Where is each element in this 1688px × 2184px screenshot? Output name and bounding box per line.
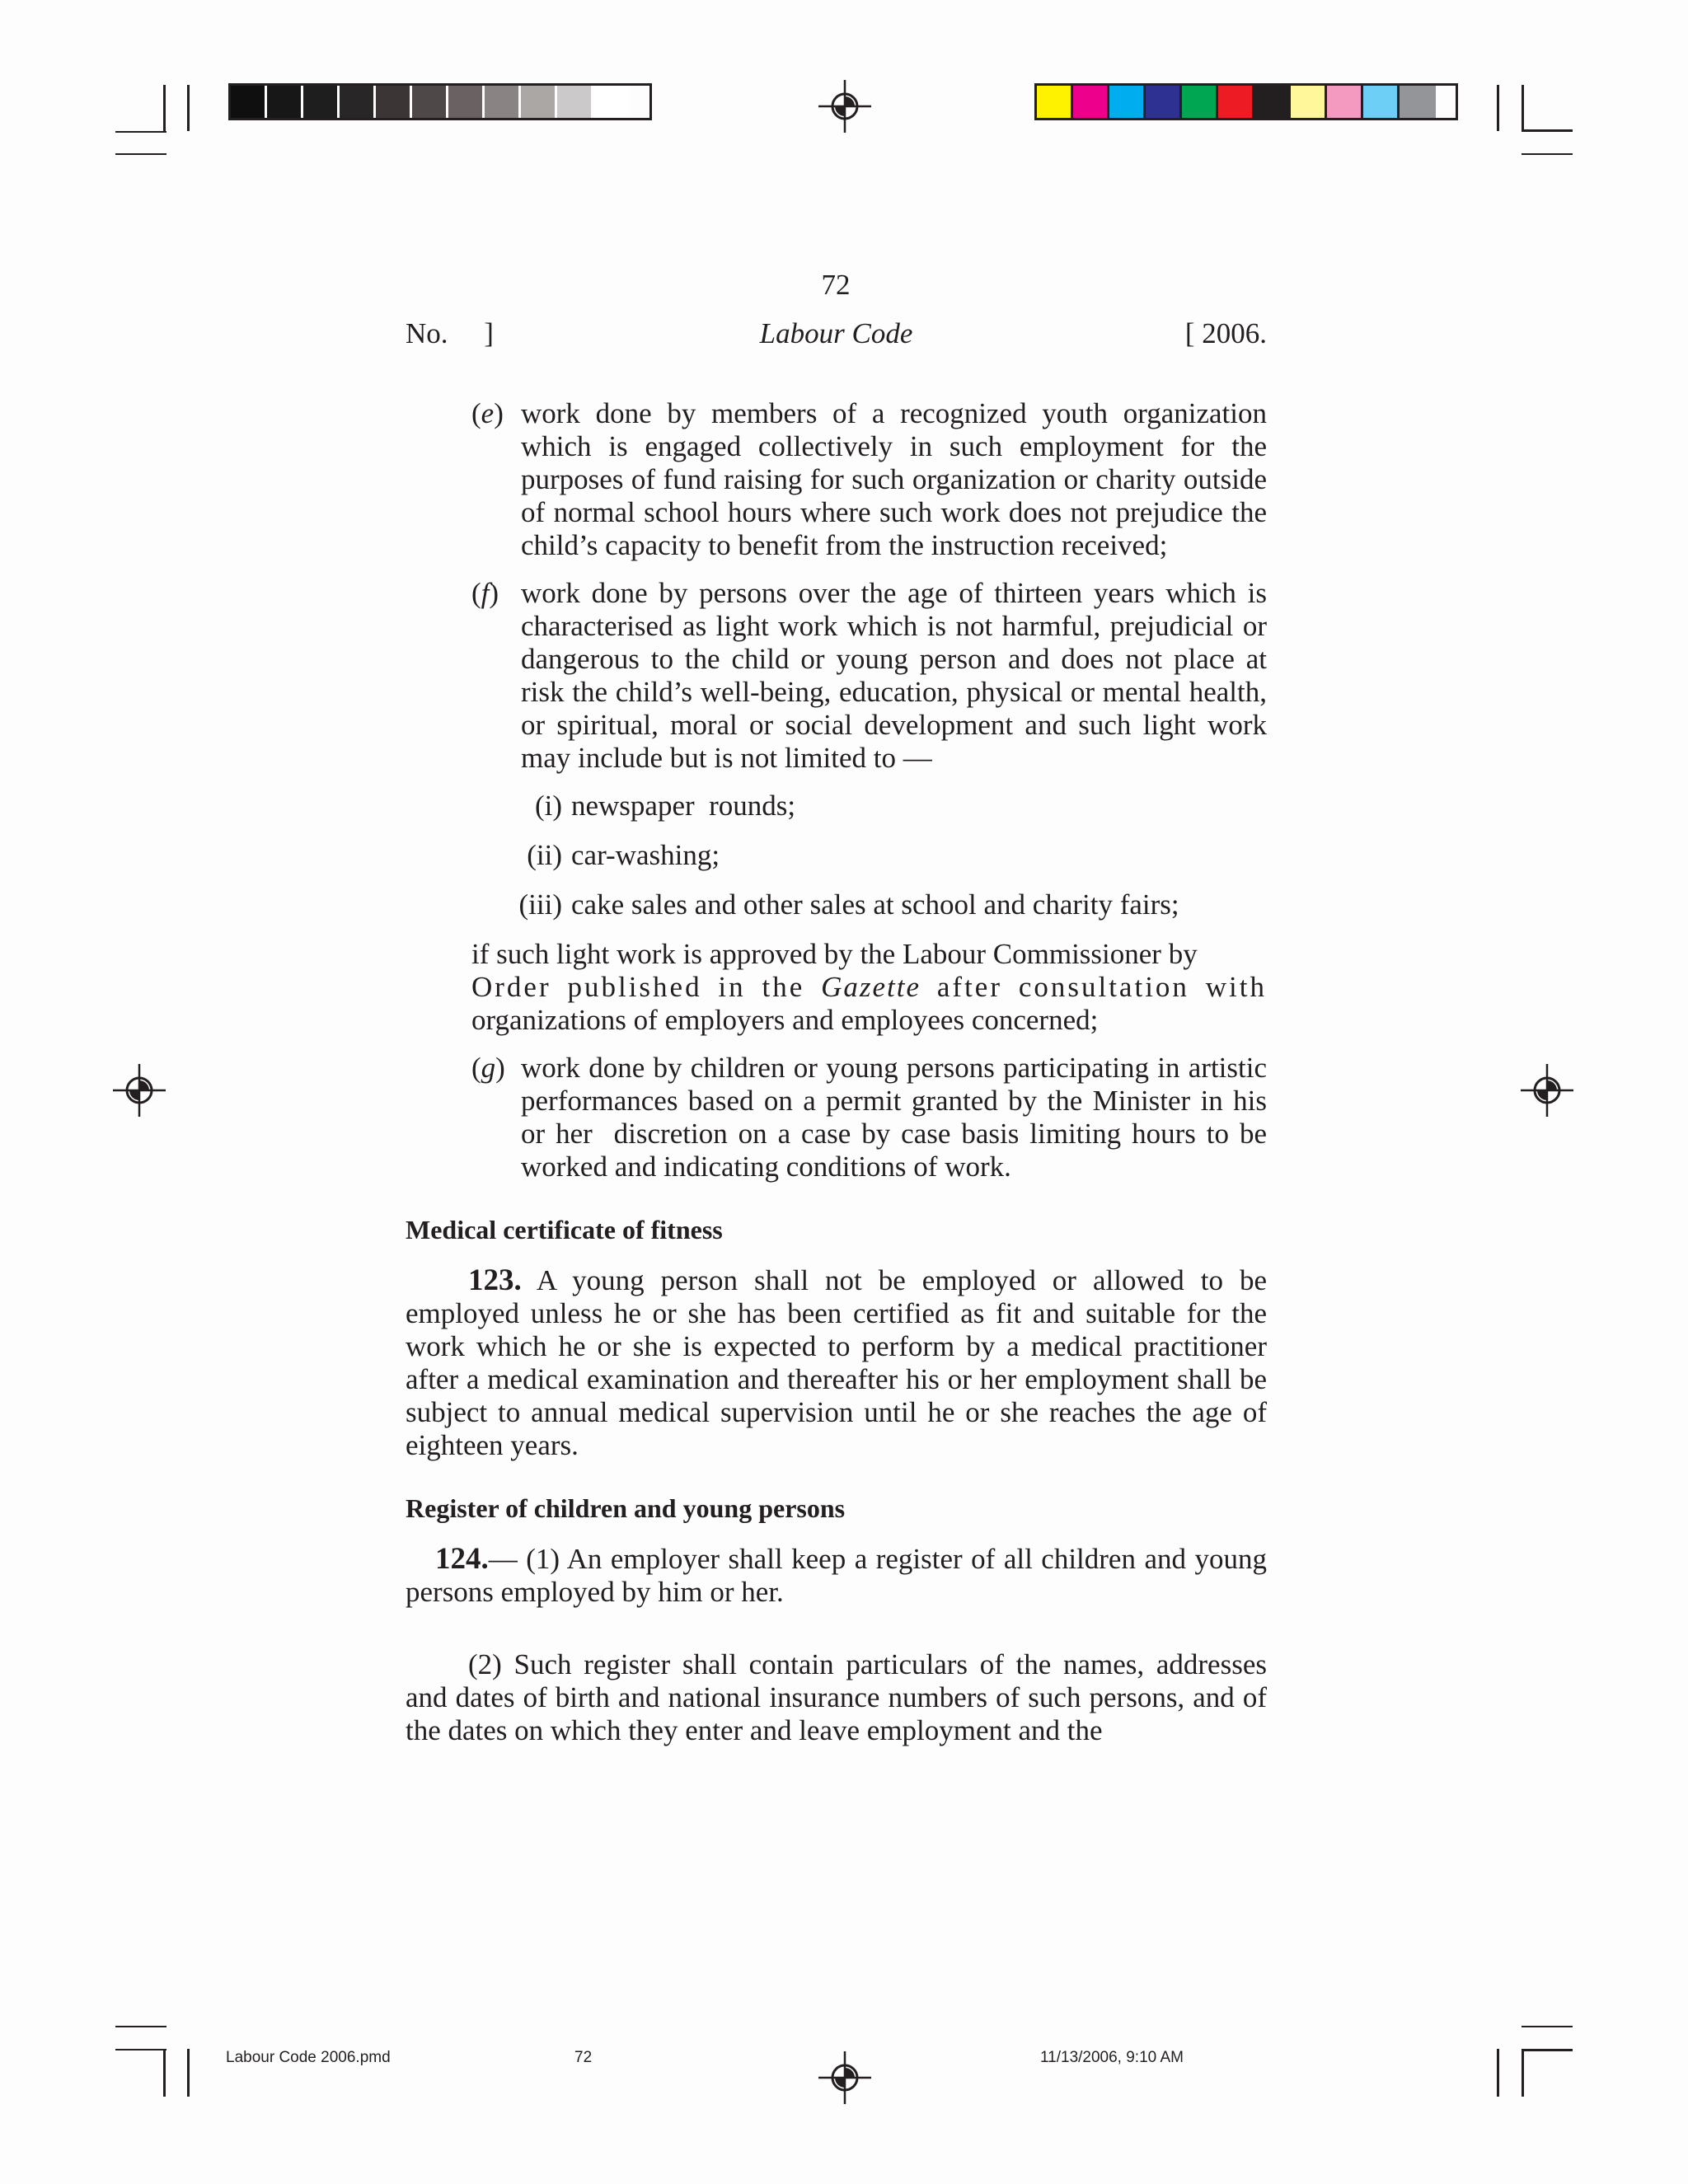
gray-swatch: [448, 86, 485, 118]
list-item-f: [406, 577, 1267, 775]
color-swatch: [1182, 86, 1218, 118]
color-swatch: [1037, 86, 1073, 118]
gray-swatch: [521, 86, 557, 118]
registration-mark-icon: [818, 2051, 871, 2104]
gray-swatch: [412, 86, 448, 118]
gray-swatch: [485, 86, 521, 118]
sub-item-text: car-washing;: [571, 839, 720, 871]
section-heading: Medical certificate of fitness: [406, 1215, 723, 1244]
section-heading: Register of children and young persons: [406, 1493, 846, 1523]
subsection-2: (2) Such register shall contain particulars of the names, addresses and dates of birth and national insurance numbers of such persons, and of the dates on which they enter and leave employment and the: [406, 1648, 1267, 1746]
sub-item: [406, 790, 1267, 823]
slug-page-number: 72: [574, 2049, 593, 2066]
registration-mark-icon: [1521, 1064, 1573, 1117]
section-number: 124.: [435, 1542, 489, 1576]
color-swatch: [1254, 86, 1291, 118]
proviso-line: Order published in the Gazette after consultation with: [471, 971, 1267, 1003]
page-number: 72: [821, 269, 851, 301]
section-124: [406, 1543, 1267, 1609]
color-swatch: [1218, 86, 1254, 118]
grayscale-color-bar: [228, 83, 652, 120]
color-swatch: [1073, 86, 1109, 118]
registration-mark-icon: [818, 80, 871, 133]
color-swatch: [1109, 86, 1146, 118]
list-item-g: [406, 1052, 1274, 1183]
sub-item: [406, 888, 1267, 921]
sub-item-marker: (ii): [527, 839, 562, 871]
item-marker: (g): [471, 1052, 505, 1084]
proviso-line: if such light work is approved by the Labour Commissioner by: [471, 938, 1198, 970]
gray-swatch: [303, 86, 340, 118]
gray-swatch: [231, 86, 267, 118]
gray-swatch: [557, 86, 593, 118]
gazette-italic: Gazette: [821, 971, 921, 1003]
item-marker: (e): [471, 397, 504, 429]
color-swatch: [1146, 86, 1182, 118]
slug-timestamp: 11/13/2006, 9:10 AM: [1040, 2049, 1184, 2066]
sub-item: [406, 839, 1267, 872]
section-123: [406, 1264, 1267, 1462]
header-number-field: No. ]: [406, 317, 494, 349]
sub-item-text: newspaper rounds;: [571, 790, 796, 822]
registration-mark-icon: [113, 1064, 166, 1117]
header-title: Labour Code: [759, 317, 913, 349]
color-swatch: [1400, 86, 1436, 118]
gray-swatch: [340, 86, 376, 118]
header-year: [ 2006.: [1184, 317, 1267, 349]
proviso-line: organizations of employers and employees concerned;: [471, 1004, 1099, 1036]
slug-filename: Labour Code 2006.pmd: [226, 2049, 391, 2066]
sub-item-marker: (iii): [518, 888, 562, 921]
gray-swatch: [376, 86, 412, 118]
proviso-paragraph: [406, 938, 1267, 1037]
item-text: work done by persons over the age of thirteen years which is characterised as light work which is not harmful, prejudicial or dangerous to the child or young person and does not place at risk the child’s well-being, education, physical or mental health, or spiritual, moral or social development and such light work may include but is not limited to —: [521, 577, 1267, 774]
sub-item-marker: (i): [534, 790, 562, 822]
list-item-e: [406, 397, 1267, 562]
section-text: A young person shall not be employed or allowed to be employed unless he or she has been certified as fit and suitable for the work which he or she is expected to perform by a medical practitioner after a medical examination and thereafter his or her employment shall be subject to annual medical supervision until he or she reaches the age of eighteen years.: [406, 1264, 1267, 1461]
item-text: work done by members of a recognized youth organization which is engaged collectively in such employment for the purposes of fund raising for such organization or charity outside of normal school hours where such work does not prejudice the child’s capacity to benefit from the instruction received;: [521, 397, 1267, 561]
item-marker: (f): [471, 577, 499, 609]
color-swatch: [1291, 86, 1327, 118]
gray-swatch: [593, 86, 630, 118]
page-body: [406, 397, 1274, 1747]
gray-swatch: [267, 86, 303, 118]
section-number: 123.: [468, 1263, 522, 1297]
color-swatch: [1363, 86, 1400, 118]
item-text: work done by children or young persons participating in artistic performances based on a permit granted by the Minister in his or her discretion on a case by case basis limiting hours to be worked and indicating conditions of work.: [521, 1052, 1274, 1183]
process-color-bar: [1034, 83, 1458, 120]
sub-item-text: cake sales and other sales at school and charity fairs;: [571, 888, 1179, 921]
section-text: — (1) An employer shall keep a register of all children and young persons employed by him or her.: [406, 1543, 1267, 1608]
color-swatch: [1327, 86, 1363, 118]
